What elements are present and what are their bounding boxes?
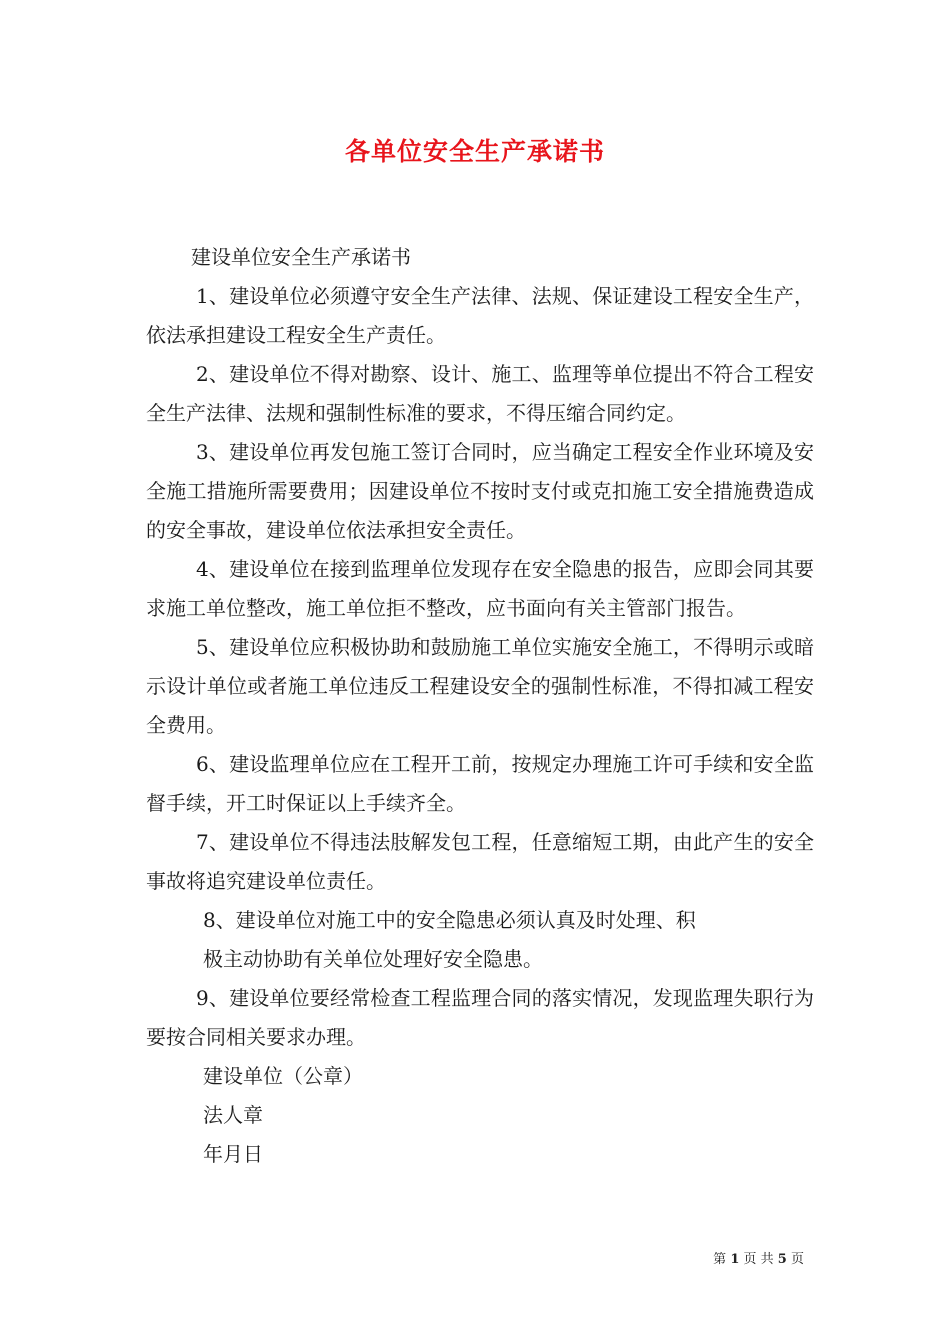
paragraph-7: 7、建设单位不得违法肢解发包工程，任意缩短工期，由此产生的安全事故将追究建设单位责任。 (146, 830, 814, 893)
paragraph-6: 6、建设监理单位应在工程开工前，按规定办理施工许可手续和安全监督手续，开工时保证以上手续齐全。 (146, 752, 814, 815)
paragraph-4: 4、建设单位在接到监理单位发现存在安全隐患的报告，应即会同其要求施工单位整改，施工单位拒不整改，应书面向有关主管部门报告。 (146, 557, 814, 620)
document-title: 各单位安全生产承诺书 (344, 137, 605, 166)
paragraph-8-line-2: 极主动协助有关单位处理好安全隐患。 (203, 947, 543, 971)
signature-date: 年月日 (203, 1142, 263, 1166)
document-subtitle: 建设单位安全生产承诺书 (191, 245, 411, 269)
paragraph-5: 5、建设单位应积极协助和鼓励施工单位实施安全施工，不得明示或暗示设计单位或者施工单位违反工程建设安全的强制性标准，不得扣减工程安全费用。 (146, 635, 814, 737)
footer-current-page: 1 (730, 1252, 740, 1267)
paragraph-9: 9、建设单位要经常检查工程监理合同的落实情况，发现监理失职行为要按合同相关要求办理。 (146, 986, 814, 1049)
footer-prefix: 第 (713, 1252, 727, 1267)
signature-legal-seal: 法人章 (203, 1103, 263, 1127)
paragraph-1: 1、建设单位必须遵守安全生产法律、法规、保证建设工程安全生产，依法承担建设工程安全生产责任。 (146, 284, 814, 347)
document-body (146, 238, 814, 1174)
footer-suffix: 页 (790, 1252, 804, 1267)
footer-total-pages: 5 (777, 1252, 787, 1267)
paragraph-8-line-1: 8、建设单位对施工中的安全隐患必须认真及时处理、积 (203, 908, 696, 932)
paragraph-2: 2、建设单位不得对勘察、设计、施工、监理等单位提出不符合工程安全生产法律、法规和强制性标准的要求，不得压缩合同约定。 (146, 362, 814, 425)
signature-unit: 建设单位（公章） (203, 1064, 363, 1088)
paragraph-3: 3、建设单位再发包施工签订合同时，应当确定工程安全作业环境及安全施工措施所需要费用；因建设单位不按时支付或克扣施工安全措施费造成的安全事故，建设单位依法承担安全责任。 (146, 440, 814, 542)
footer-middle: 页 共 (743, 1252, 774, 1267)
page-number-footer (713, 1248, 804, 1267)
